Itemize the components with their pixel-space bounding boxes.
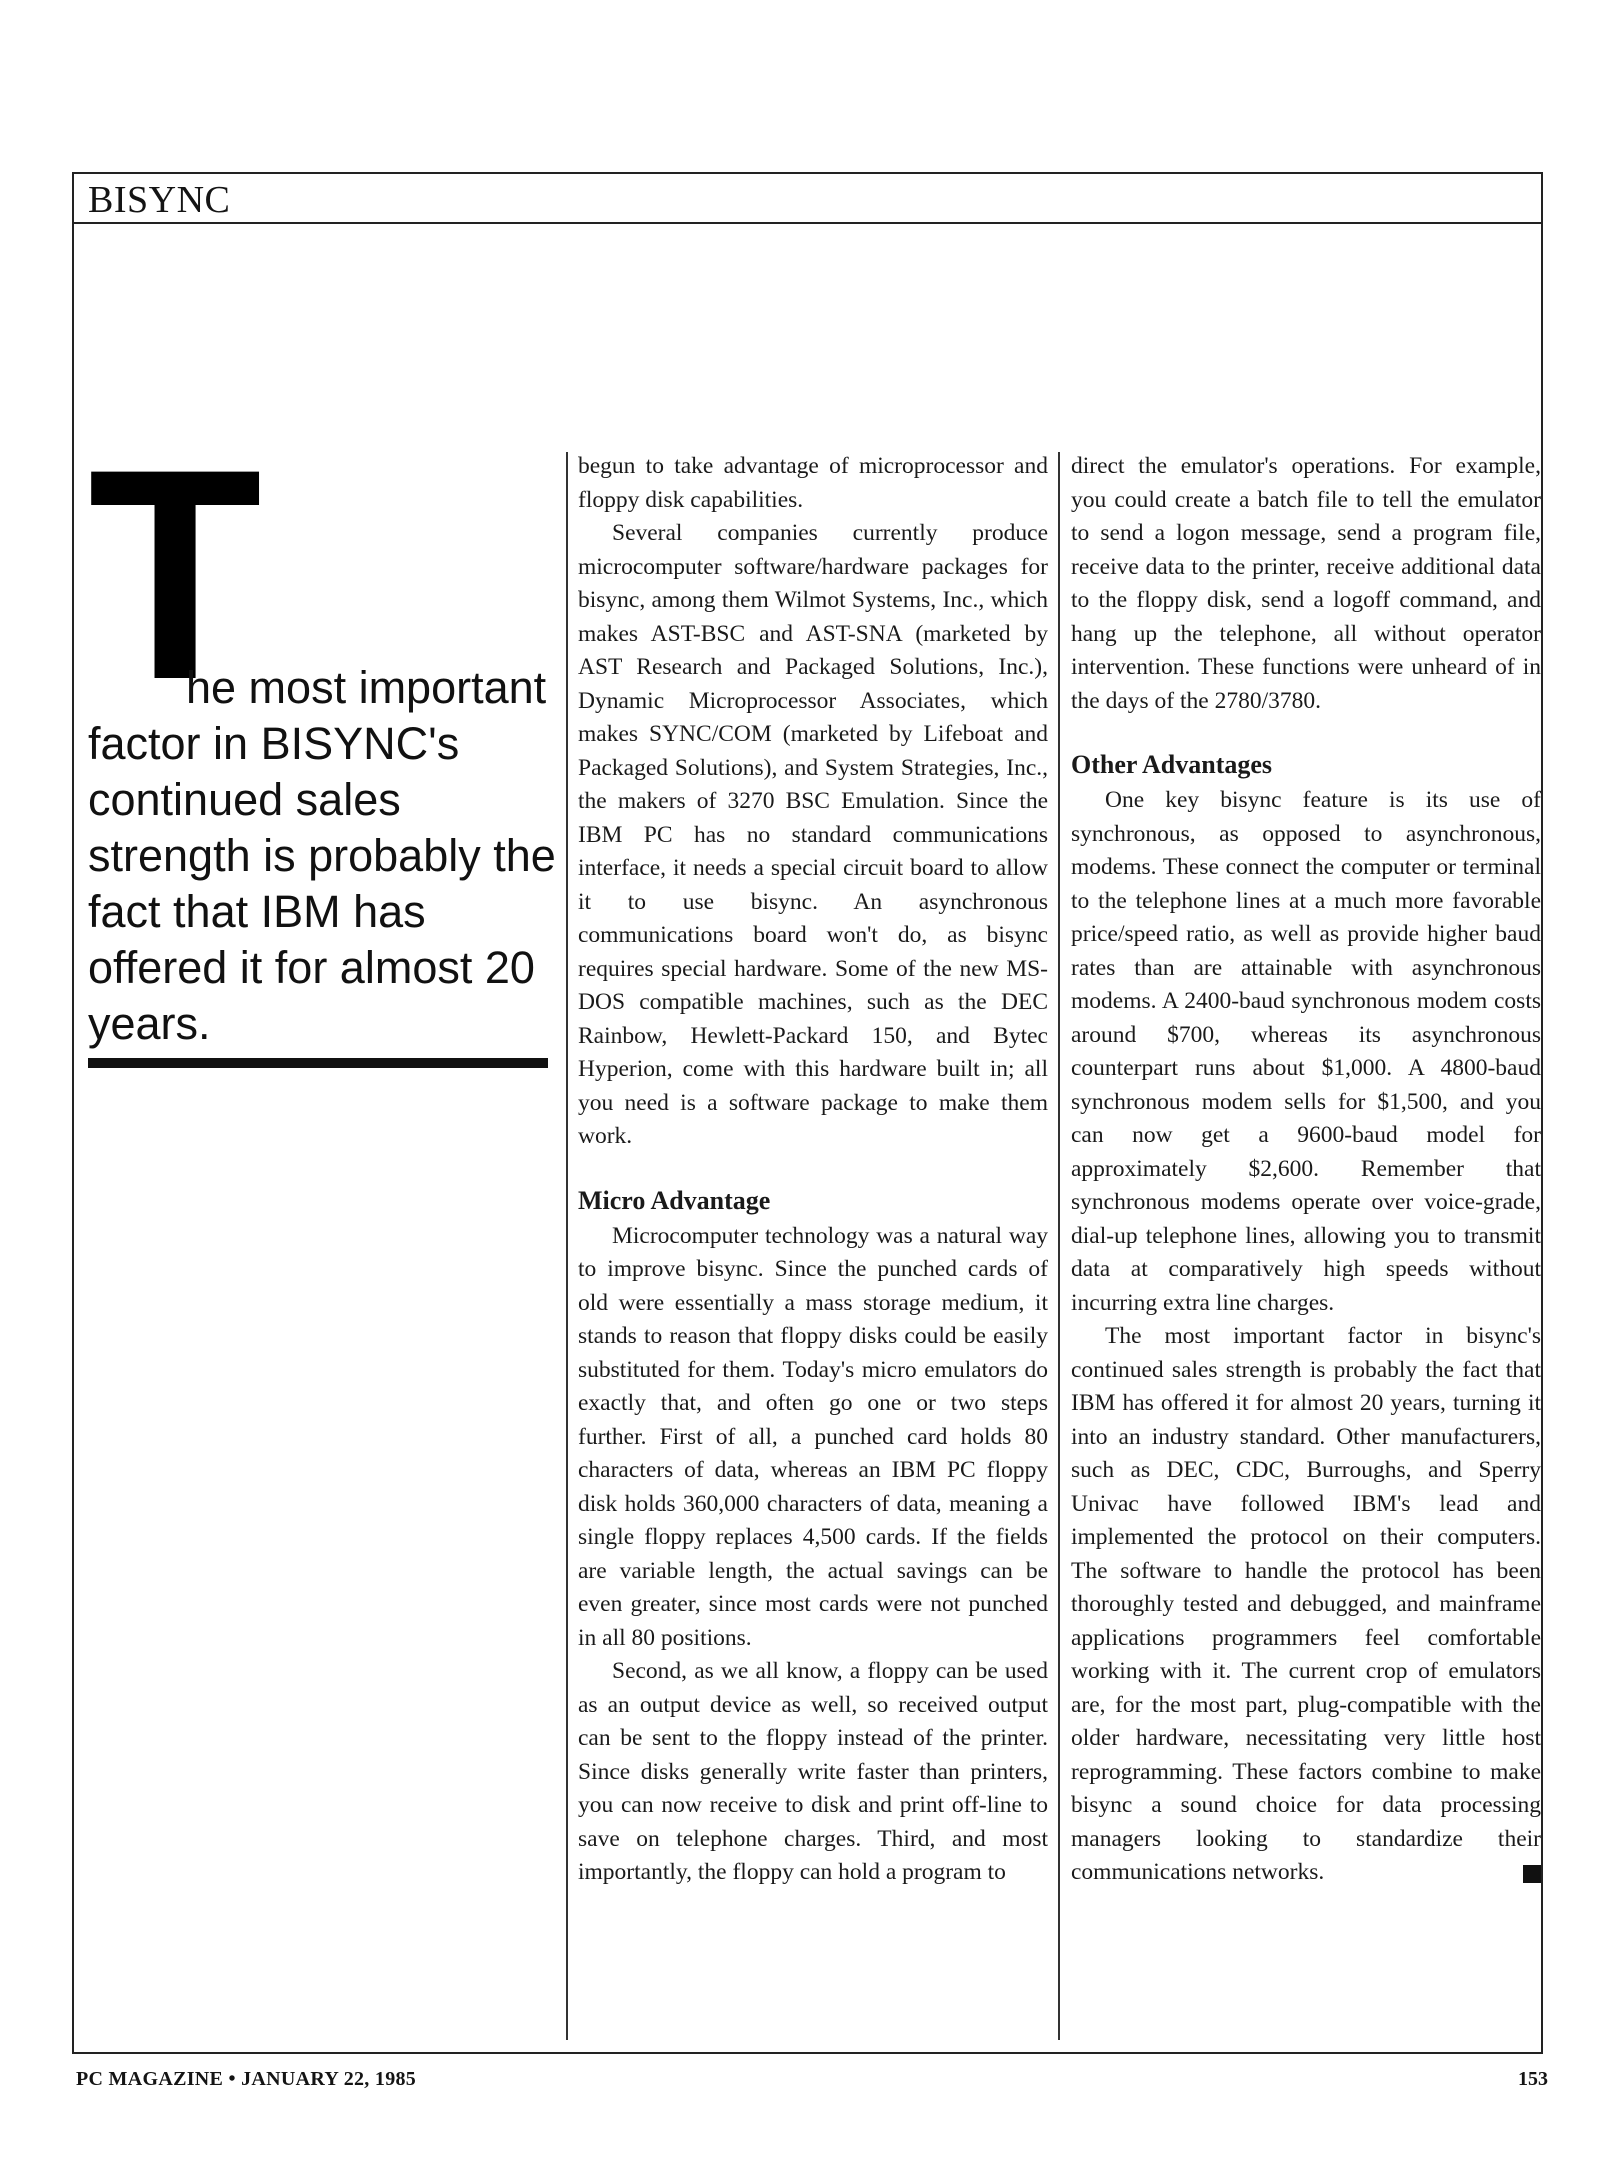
paragraph: One key bisync feature is its use of synchronous, as opposed to asynchronous, modems. These connect the computer or terminal to the telephone lines at a much more favorable price/speed ratio, as well as provide higher baud rates than are attainable with asynchronous modems. A 2400-baud synchronous modem costs around $700, whereas its asynchronous counterpart runs about $1,000. A 4800-baud synchronous modem sells for $1,500, and you can now get a 9600-baud model for approximately $2,600. Remember that synchronous modems operate over voice-grade, dial-up telephone lines, allowing you to transmit data at comparatively high speeds without incurring extra line charges. bbox=[1071, 787, 1541, 1316]
section-label: BISYNC bbox=[88, 179, 231, 221]
subheading-micro-advantage: Micro Advantage bbox=[578, 1185, 771, 1215]
column-divider bbox=[566, 452, 568, 2040]
subheading-other-advantages: Other Advantages bbox=[1071, 750, 1273, 779]
paragraph: Several companies currently produce microcomputer software/hardware packages for bisync, among them Wilmot Systems, Inc., which makes AST-BSC and AST-SNA (marketed by AST Research and Packaged Solutions, Inc.), Dynamic Microprocessor Associates, which makes SYNC/COM (marketed by Lifeboat and Packaged Solutions), and System Strategies, Inc., the makers of 3270 BSC Emulation. Since the IBM PC has no standard communications interface, it needs a special circuit board to allow it to use bisync. An asynchronous communications board won't do, as bisync requires special hardware. Some of the new MS-DOS compatible machines, such as the DEC Rainbow, Hewlett-Packard 150, and Bytec Hyperion, come with this hardware built in; all you need is a software package to make them work. bbox=[578, 520, 1048, 1149]
paragraph-final bbox=[1071, 1320, 1541, 1890]
paragraph: direct the emulator's operations. For example, you could create a batch file to tell the emulator to send a logon message, send a program file, receive data to the printer, receive additional data to the floppy disk, send a logoff command, and hang up the telephone, all without operator intervention. These functions were unheard of in the days of the 2780/3780. bbox=[1071, 453, 1541, 714]
pull-quote-rule bbox=[88, 1058, 548, 1068]
article-column-2 bbox=[1071, 450, 1541, 1890]
page-number: 153 bbox=[1518, 2068, 1548, 2090]
section-header bbox=[74, 174, 1541, 224]
paragraph: begun to take advantage of microprocessor and floppy disk capabilities. bbox=[578, 453, 1048, 513]
publication-footer: PC MAGAZINE • JANUARY 22, 1985 bbox=[76, 2068, 417, 2090]
paragraph: Second, as we all know, a floppy can be used as an output device as well, so received output can be sent to the floppy instead of the printer. Since disks generally write faster than printers, you can now receive to disk and print off-line to save on telephone charges. Third, and most importantly, the floppy can hold a program to bbox=[578, 1658, 1048, 1885]
column-divider bbox=[1058, 452, 1060, 2040]
paragraph-text: The most important factor in bisync's continued sales strength is probably the fact that IBM has offered it for almost 20 years, turning it into an industry standard. Other manufacturers, such as DEC, CDC, Burroughs, and Sperry Univac have followed IBM's lead and implemented the protocol on their computers. The software to handle the protocol has been thoroughly tested and debugged, and mainframe applications programmers feel comfortable working with it. The current crop of emulators are, for the most part, plug-compatible with the older hardware, necessitating very little host reprogramming. These factors combine to make bisync a sound choice for data processing managers looking to standardize their communications networks. bbox=[1071, 1323, 1541, 1885]
drop-cap: T bbox=[88, 454, 263, 694]
end-mark-icon bbox=[1523, 1865, 1541, 1883]
article-column-1 bbox=[578, 450, 1048, 1890]
pull-quote-text: he most important factor in BISYNC's continued sales strength is probably the fact that IBM has offered it for almost 20 years. bbox=[88, 662, 556, 1049]
paragraph: Microcomputer technology was a natural way to improve bisync. Since the punched cards of old were essentially a mass storage medium, it stands to reason that floppy disks could be easily substituted for them. Today's micro emulators do exactly that, and often go one or two steps further. First of all, a punched card holds 80 characters of data, whereas an IBM PC floppy disk holds 360,000 characters of data, meaning a single floppy replaces 4,500 cards. If the fields are variable length, the actual savings can be even greater, since most cards were not punched in all 80 positions. bbox=[578, 1222, 1048, 1651]
